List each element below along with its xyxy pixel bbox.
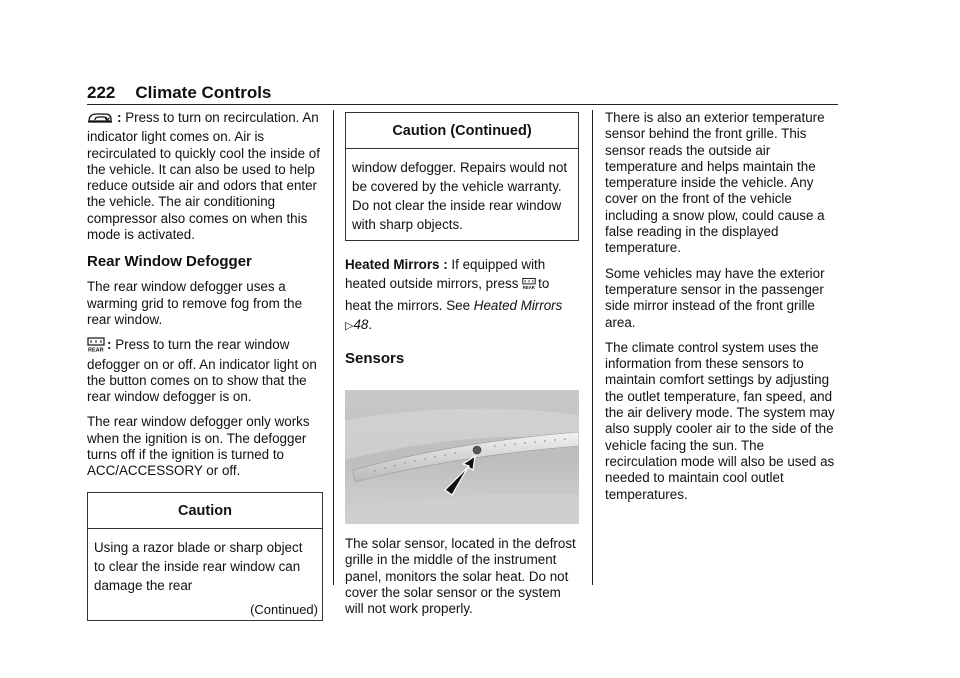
- recirculation-text: Press to turn on recirculation. An indicator light comes on. Air is recirculated to quickly cool the inside of the vehicle. It can also be used to help reduce outside air and odors that enter the vehicle. The air conditioning compressor also comes on when this mode is activated.: [87, 110, 320, 243]
- heated-mirrors-ref-page[interactable]: 48: [353, 317, 369, 332]
- caution-continued: (Continued): [250, 601, 318, 617]
- solar-sensor-paragraph: The solar sensor, located in the defrost grille in the middle of the instrument panel, monitors the solar heat. Do not cover the solar sensor or the system will not work properly.: [345, 536, 576, 617]
- exterior-sensor-paragraph: There is also an exterior temperature sensor behind the front grille. This sensor reads the outside air temperature and helps maintain the temperature inside the vehicle. Any cover on the front of the vehicle including a snow plow, could cause a false reading in the displayed temperature.: [605, 110, 825, 256]
- recirculation-label: :: [117, 110, 122, 125]
- caution-title: Caution: [88, 493, 322, 529]
- caution-continued-box: [345, 112, 579, 241]
- page-number: 222: [87, 83, 116, 102]
- defogger-intro: The rear window defogger uses a warming grid to remove fog from the rear window.: [87, 279, 303, 327]
- ignition-paragraph: The rear window defogger only works when the ignition is on. The defogger turns off if the ignition is turned to ACC/ACCESSORY or off.: [87, 414, 310, 479]
- rear-defog-label: :: [107, 337, 112, 353]
- heated-mirrors-text: If equipped with heated outside mirrors, press: [345, 257, 546, 291]
- column-3: [605, 110, 838, 512]
- svg-text:REAR: REAR: [88, 347, 104, 353]
- heated-mirrors-end: .: [368, 317, 373, 332]
- mirror-sensor-paragraph: Some vehicles may have the exterior temperature sensor in the passenger side mirror instead of the front grille area.: [605, 265, 825, 330]
- header-rule: [87, 104, 838, 105]
- rear-defog-icon: [522, 276, 536, 296]
- page-ref-arrow-icon: ▷: [345, 320, 354, 332]
- solar-sensor-photo: [345, 390, 579, 524]
- rear-defog-paragraph: [87, 337, 323, 405]
- heated-mirrors-label: Heated Mirrors :: [345, 257, 448, 272]
- sensors-heading: Sensors: [345, 350, 405, 367]
- recirculation-icon: [87, 111, 115, 129]
- page-title: Climate Controls: [135, 83, 272, 102]
- caution-continued-title: Caution (Continued): [346, 113, 578, 149]
- column-2: [345, 110, 579, 626]
- svg-text:REAR: REAR: [522, 284, 536, 290]
- caution-box: [87, 492, 323, 621]
- column-divider: [333, 110, 334, 585]
- recirculation-paragraph: [87, 110, 323, 243]
- rear-defog-text: Press to turn the rear window defogger on or off. An indicator light on the button comes on to show that the rear window defogger is on.: [87, 337, 317, 405]
- heated-mirrors-text-after: to heat the mirrors. See: [345, 276, 550, 313]
- heated-mirrors-paragraph: [345, 255, 579, 336]
- page-header: [87, 82, 838, 104]
- climate-system-paragraph: The climate control system uses the information from these sensors to maintain comfort settings by adjusting the outlet temperature, fan speed, and the air delivery mode. The system may also supply cooler air to the side of the vehicle facing the sun. The recirculation mode will also be used as needed to maintain cool outlet temperatures.: [605, 339, 835, 502]
- rear-defog-icon: [87, 337, 105, 356]
- column-1: [87, 110, 323, 621]
- heated-mirrors-ref-link[interactable]: Heated Mirrors: [473, 298, 563, 313]
- caution-body: Using a razor blade or sharp object to clear the inside rear window can damage the rear: [94, 539, 303, 593]
- column-divider: [592, 110, 593, 585]
- defogger-heading: Rear Window Defogger: [87, 253, 252, 271]
- caution-continued-body: window defogger. Repairs would not be covered by the vehicle warranty. Do not clear the inside rear window with sharp objects.: [352, 160, 568, 232]
